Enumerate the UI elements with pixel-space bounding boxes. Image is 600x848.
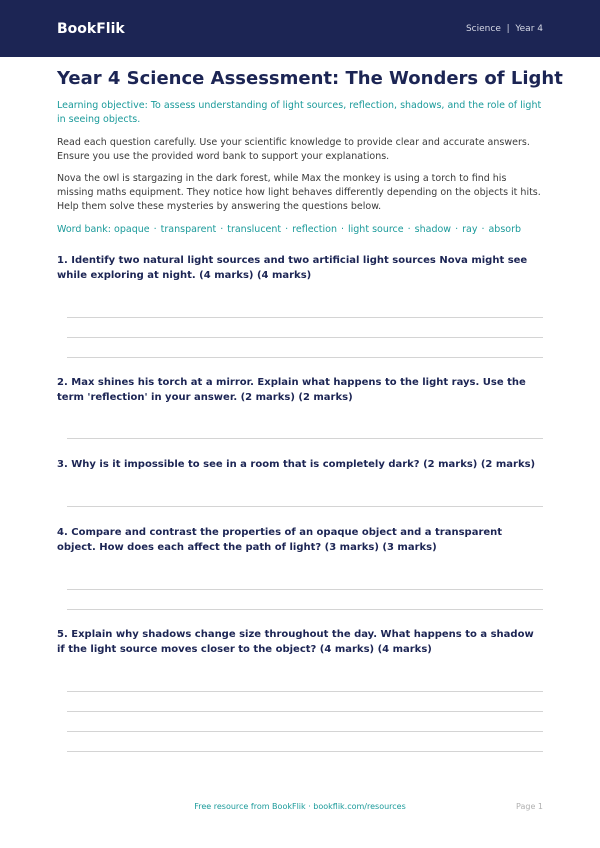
- page-title: Year 4 Science Assessment: The Wonders of Light: [57, 68, 563, 89]
- worksheet-body: [57, 57, 563, 655]
- question-number: 3.: [57, 459, 68, 470]
- question-3: [57, 458, 543, 473]
- year-label: Year 4: [515, 23, 543, 34]
- footer: [0, 802, 600, 814]
- word-bank-word: ray: [462, 223, 478, 235]
- answer-line[interactable]: [67, 317, 543, 318]
- word-bank-label: Word bank:: [57, 223, 112, 235]
- question-1: [57, 254, 543, 283]
- question-text: Max shines his torch at a mirror. Explain what happens to the light rays. Use the term 'reflection' in your answer. (2 marks) (2 marks): [57, 377, 526, 403]
- question-text: Identify two natural light sources and two artificial light sources Nova might see while exploring at night. (4 marks) (4 marks): [57, 255, 528, 281]
- answer-line[interactable]: [67, 438, 543, 439]
- word-bank-word: absorb: [488, 223, 522, 235]
- answer-line[interactable]: [67, 751, 543, 752]
- word-bank: Word bank: opaque · transparent · translucent · reflection · light source · shadow · ray · absorb: [57, 223, 522, 235]
- question-text: Why is it impossible to see in a room that is completely dark? (2 marks) (2 marks): [71, 459, 536, 470]
- word-bank-word: translucent: [227, 223, 282, 235]
- scenario-paragraph: Nova the owl is stargazing in the dark forest, while Max the monkey is using a torch to find his missing maths equipment. They notice how light behaves differently depending on the objects it hits. Help them solve these mysteries by answering the questions below.: [57, 173, 541, 212]
- question-5: [57, 628, 543, 657]
- answer-line[interactable]: [67, 337, 543, 338]
- question-2: [57, 376, 543, 405]
- question-number: 4.: [57, 527, 68, 538]
- learning-objective: Learning objective: To assess understanding of light sources, reflection, shadows, and the role of light in seeing objects.: [57, 100, 542, 126]
- answer-line[interactable]: [67, 357, 543, 358]
- answer-line[interactable]: [67, 711, 543, 712]
- answer-line[interactable]: [67, 691, 543, 692]
- header-subject-year: Science | Year 4: [465, 23, 543, 34]
- answer-line[interactable]: [67, 609, 543, 610]
- question-number: 1.: [57, 255, 68, 266]
- question-text: Explain why shadows change size throughout the day. What happens to a shadow if the light source moves closer to the object? (4 marks) (4 marks): [57, 629, 534, 655]
- word-bank-word: shadow: [414, 223, 452, 235]
- answer-line[interactable]: [67, 506, 543, 507]
- word-bank-word: opaque: [114, 223, 150, 235]
- answer-line[interactable]: [67, 731, 543, 732]
- subject-label: Science: [465, 23, 501, 34]
- footer-resource-link[interactable]: Free resource from BookFlik · bookflik.com/resources: [194, 802, 406, 811]
- brand-logo-text: BookFlik: [57, 20, 125, 37]
- question-number: 5.: [57, 629, 68, 640]
- header-bar: [0, 0, 600, 57]
- word-bank-word: reflection: [292, 223, 337, 235]
- question-number: 2.: [57, 377, 68, 388]
- instructions-paragraph: Read each question carefully. Use your scientific knowledge to provide clear and accurate answers. Ensure you use the provided word bank to support your explanations.: [57, 136, 530, 162]
- page-number: Page 1: [516, 802, 543, 811]
- question-4: [57, 526, 543, 555]
- word-bank-word: transparent: [160, 223, 217, 235]
- question-text: Compare and contrast the properties of an opaque object and a transparent object. How does each affect the path of light? (3 marks) (3 marks): [57, 527, 503, 553]
- answer-line[interactable]: [67, 589, 543, 590]
- word-bank-word: light source: [348, 223, 404, 235]
